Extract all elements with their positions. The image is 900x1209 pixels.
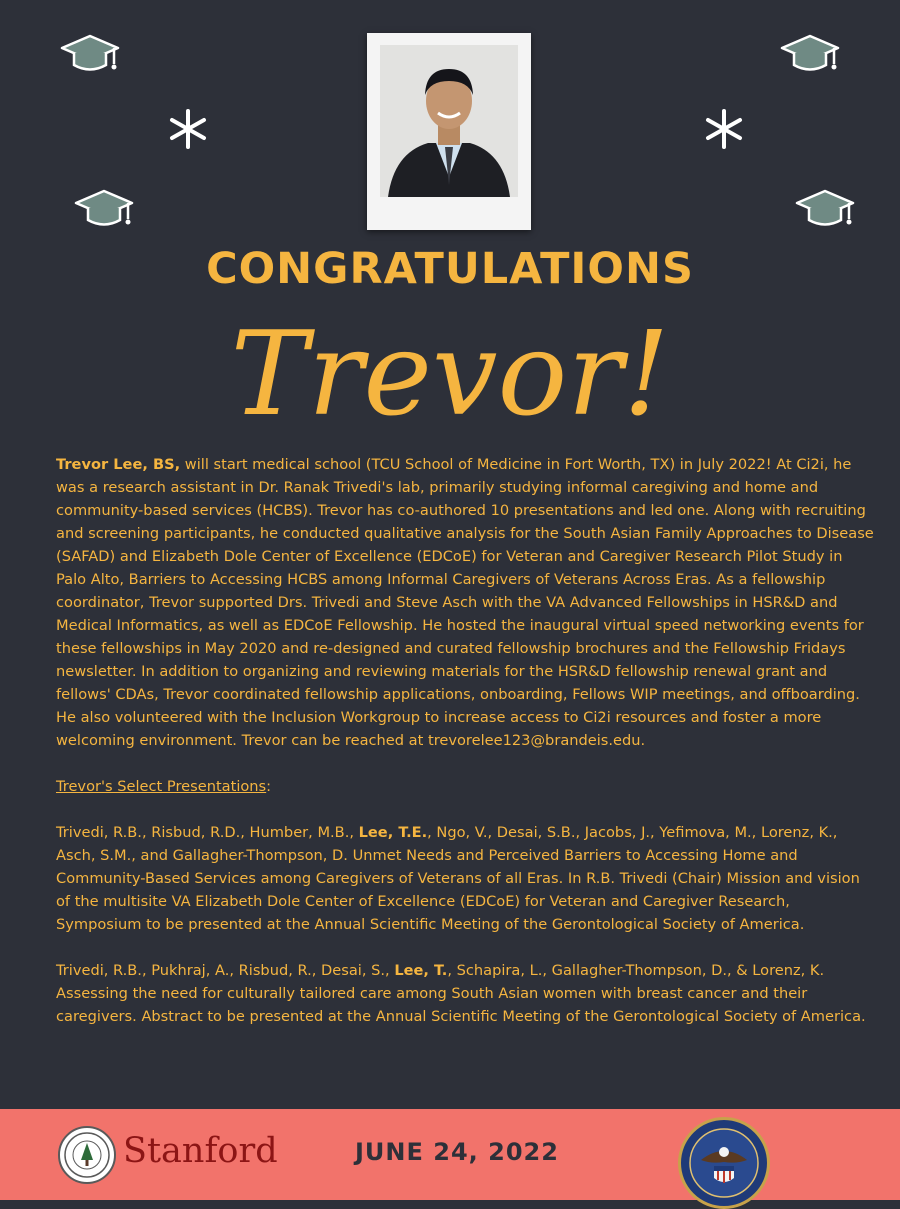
- name-script-heading: Trevor!: [230, 307, 670, 442]
- asterisk-star-icon: [166, 107, 210, 151]
- presentations-heading: Trevor's Select Presentations:: [56, 778, 272, 795]
- graduation-cap-icon: [778, 30, 848, 80]
- event-date: JUNE 24, 2022: [355, 1138, 559, 1166]
- footer-band: [0, 1109, 900, 1200]
- asterisk-star-icon: [702, 107, 746, 151]
- va-seal-logo: [678, 1117, 770, 1209]
- stanford-seal-logo: [58, 1126, 116, 1184]
- graduation-cap-icon: [72, 185, 142, 235]
- congratulations-heading: CONGRATULATIONS: [206, 244, 694, 294]
- graduation-cap-icon: [58, 30, 128, 80]
- portrait-photo: [380, 45, 518, 197]
- polaroid-photo-frame: [367, 33, 531, 230]
- bio-text: will start medical school (TCU School of Medicine in Fort Worth, TX) in July 2022! At Ci2i, he was a research assistant in Dr. Ranak Trivedi's lab, primarily studying informal caregiving and home and community-based services (HCBS). Trevor has co-authored 10 presentations and led one. Along with recruiting and screening participants, he conducted qualitative analysis for the South Asian Family Approaches to Disease (SAFAD) and Elizabeth Dole Center of Excellence (EDCoE) for Veteran and Caregiver Research Pilot Study in Palo Alto, Barriers to Accessing HCBS among Informal Caregivers of Veterans Across Eras. As a fellowship coordinator, Trevor supported Drs. Trivedi and Steve Asch with the VA Advanced Fellowships in HSR&D and Medical Informatics, as well as EDCoE Fellowship. He hosted the inaugural virtual speed networking events for these fellowships in May 2020 and re-designed and curated fellowship brochures and the Fellowship Fridays newsletter. In addition to organizing and reviewing materials for the HSR&D fellowship renewal grant and fellows' CDAs, Trevor coordinated fellowship applications, onboarding, Fellows WIP meetings, and offboarding. He also volunteered with the Inclusion Workgroup to increase access to Ci2i resources and foster a more welcoming environment. Trevor can be reached at trevorelee123@brandeis.edu.: [56, 456, 874, 749]
- presentations-heading-label: Trevor's Select Presentations: [56, 778, 267, 795]
- stanford-logo-text: Stanford: [123, 1131, 278, 1171]
- presentation-citation: Trivedi, R.B., Risbud, R.D., Humber, M.B., Lee, T.E., Ngo, V., Desai, S.B., Jacobs, J., Yefimova, M., Lorenz, K., Asch, S.M., and Gallagher-Thompson, D. Unmet Needs and Perceived Barriers to Accessing Home and Community-Based Services among Caregivers of Veterans of all Eras. In R.B. Trivedi (Chair) Mission and vision of the multisite VA Elizabeth Dole Center of Excellence (EDCoE) for Veteran and Caregiver Research, Symposium to be presented at the Annual Scientific Meeting of the Gerontological Society of America.: [56, 824, 860, 933]
- bio-name: Trevor Lee, BS,: [56, 456, 181, 473]
- presentation-citation: Trivedi, R.B., Pukhraj, A., Risbud, R., Desai, S., Lee, T., Schapira, L., Gallagher-Thompson, D., & Lorenz, K. Assessing the need for culturally tailored care among South Asian women with breast cancer and their caregivers. Abstract to be presented at the Annual Scientific Meeting of the Gerontological Society of America.: [56, 962, 866, 1025]
- article-body: [56, 453, 876, 1028]
- graduation-cap-icon: [793, 185, 863, 235]
- bio-paragraph: [56, 453, 876, 752]
